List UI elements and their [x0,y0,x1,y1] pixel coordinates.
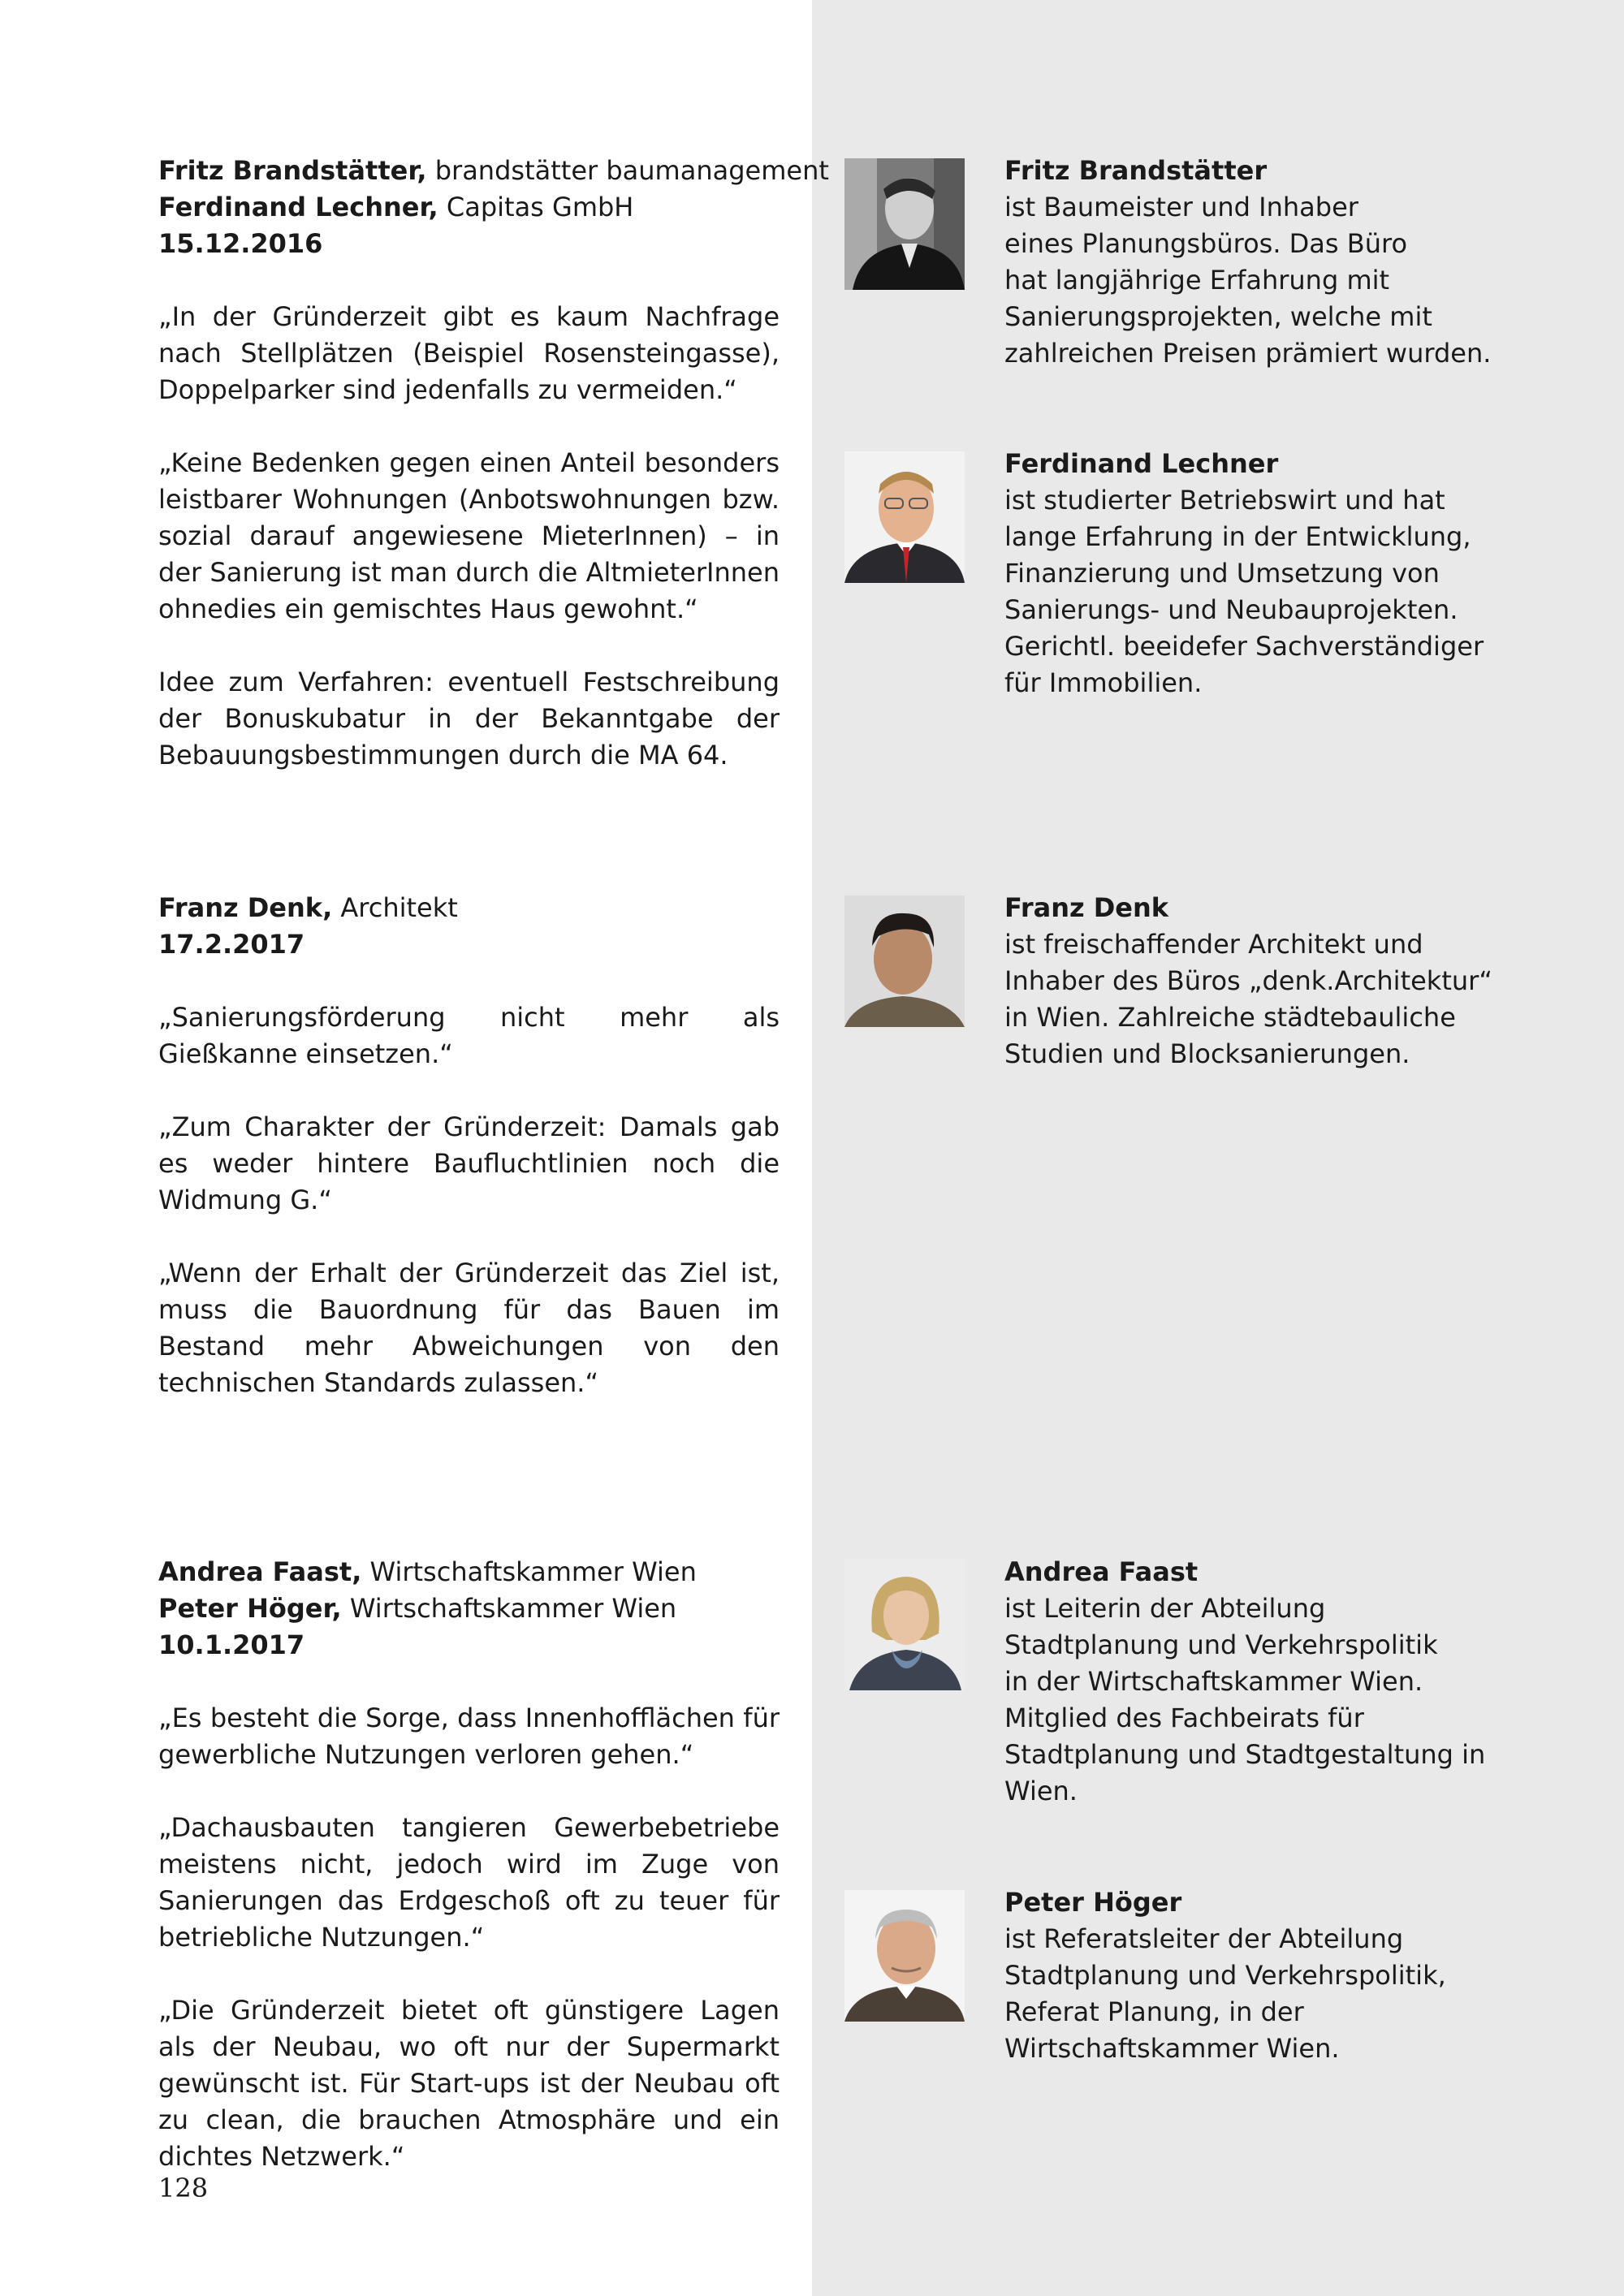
participant-name: Fritz Brandstätter, [158,155,427,186]
bio-name: Ferdinand Lechner [1004,448,1279,479]
bio-line: hat langjährige Erfahrung mit [1004,265,1390,296]
interview-section-faast-hoeger [158,1554,780,2175]
quote-paragraph: „Zum Charakter der Gründerzeit: Damals gab es weder hintere Baufluchtlinien noch die Widmung G.“ [158,1111,780,1215]
participant-org: brandstätter baumanagement [434,155,829,186]
participant-line [158,153,829,189]
interview-date: 17.2.2017 [158,929,305,960]
bio-line: eines Planungsbüros. Das Büro [1004,228,1408,259]
participant-org: Wirtschaftskammer Wien [349,1593,677,1624]
participant-line [158,890,780,926]
quote-paragraph: „Dachausbauten tangieren Gewerbebetriebe meistens nicht, jedoch wird im Zuge von Sanierungen das Erdgeschoß oft zu teuer für betriebliche Nutzungen.“ [158,1812,780,1953]
bio-line: in Wien. Zahlreiche städtebauliche [1004,1002,1456,1033]
bio-line: Gerichtl. beeidefer Sachverständiger [1004,631,1484,662]
participant-line [158,189,780,226]
bio-name: Fritz Brandstätter [1004,155,1268,186]
participant-org: Architekt [340,892,458,923]
bio-name: Franz Denk [1004,892,1169,923]
interview-date: 10.1.2017 [158,1629,305,1660]
bio-line: Finanzierung und Umsetzung von [1004,558,1440,589]
bio-line: Mitglied des Fachbeirats für [1004,1703,1364,1733]
quote-paragraph: „Die Gründerzeit bietet oft günstigere Lagen als der Neubau, wo oft nur der Supermarkt gewünscht ist. Für Start-ups ist der Neubau oft zu clean, die brauchen Atmosphäre und ein dichtes Netzwerk.“ [158,1995,780,2172]
page-number: 128 [158,2173,209,2203]
bio-line: Referat Planung, in der [1004,1996,1304,2027]
portrait-photo-denk [844,896,965,1027]
bio-line: ist Referatsleiter der Abteilung [1004,1923,1404,1954]
bio-line: in der Wirtschaftskammer Wien. [1004,1666,1423,1697]
bio-line: Wirtschaftskammer Wien. [1004,2033,1340,2064]
participant-org: Wirtschaftskammer Wien [369,1556,697,1587]
interview-section-brandstaetter-lechner [158,153,829,774]
bio-line: für Immobilien. [1004,667,1203,698]
participant-line [158,1554,780,1590]
bio-line: ist studierter Betriebswirt und hat [1004,485,1445,516]
bio-name: Andrea Faast [1004,1556,1199,1587]
portrait-photo-faast [844,1559,965,1690]
bio-line: zahlreichen Preisen prämiert wurden. [1004,338,1492,369]
bio-line: Studien und Blocksanierungen. [1004,1038,1410,1069]
quote-paragraph: „In der Gründerzeit gibt es kaum Nachfrage nach Stellplätzen (Beispiel Rosensteingasse), Doppelparker sind jedenfalls zu vermeiden.“ [158,301,780,405]
interview-section-denk [158,890,780,1401]
bio-line: Stadtplanung und Verkehrspolitik, [1004,1960,1446,1991]
participant-name: Franz Denk, [158,892,333,923]
bio-line: Sanierungsprojekten, welche mit [1004,301,1432,332]
bio-brandstaetter [1004,153,1573,372]
bio-lechner [1004,446,1573,701]
bio-name: Peter Höger [1004,1887,1182,1918]
bio-faast [1004,1554,1573,1810]
bio-line: Stadtplanung und Stadtgestaltung in [1004,1739,1486,1770]
interview-date: 15.12.2016 [158,228,323,259]
bio-denk [1004,890,1573,1072]
participant-org: Capitas GmbH [446,192,634,222]
participant-name: Peter Höger, [158,1593,342,1624]
quote-paragraph: „Keine Bedenken gegen einen Anteil besonders leistbarer Wohnungen (Anbotswohnungen bzw. sozial darauf angewiesene MieterInnen) – in der Sanierung ist man durch die AltmieterInnen ohnedies ein gemischtes Haus gewohnt.“ [158,447,780,624]
bio-line: lange Erfahrung in der Entwicklung, [1004,521,1471,552]
bio-line: Stadtplanung und Verkehrspolitik [1004,1629,1438,1660]
participant-name: Ferdinand Lechner, [158,192,438,222]
portrait-photo-brandstaetter [844,158,965,290]
bio-line: Sanierungs- und Neubauprojekten. [1004,594,1458,625]
participant-name: Andrea Faast, [158,1556,362,1587]
quote-paragraph: „Sanierungsförderung nicht mehr als Gießkanne einsetzen.“ [158,1002,780,1069]
bio-line: ist freischaffender Architekt und [1004,929,1423,960]
bio-line: Wien. [1004,1776,1078,1806]
portrait-photo-hoeger [844,1890,965,2022]
bio-line: Inhaber des Büros „denk.Architektur“ [1004,965,1492,996]
bio-hoeger [1004,1884,1573,2067]
participant-line [158,1590,780,1627]
quote-paragraph: „Es besteht die Sorge, dass Innenhofflächen für gewerbliche Nutzungen verloren gehen.“ [158,1703,780,1770]
bio-line: ist Baumeister und Inhaber [1004,192,1358,222]
quote-paragraph: „Wenn der Erhalt der Gründerzeit das Ziel ist, muss die Bauordnung für das Bauen im Bestand mehr Abweichungen von den technischen Standards zulassen.“ [158,1258,780,1398]
quote-paragraph: Idee zum Verfahren: eventuell Festschreibung der Bonuskubatur in der Bekanntgabe der Bebauungsbestimmungen durch die MA 64. [158,667,780,770]
portrait-photo-lechner [844,451,965,583]
bio-line: ist Leiterin der Abteilung [1004,1593,1326,1624]
